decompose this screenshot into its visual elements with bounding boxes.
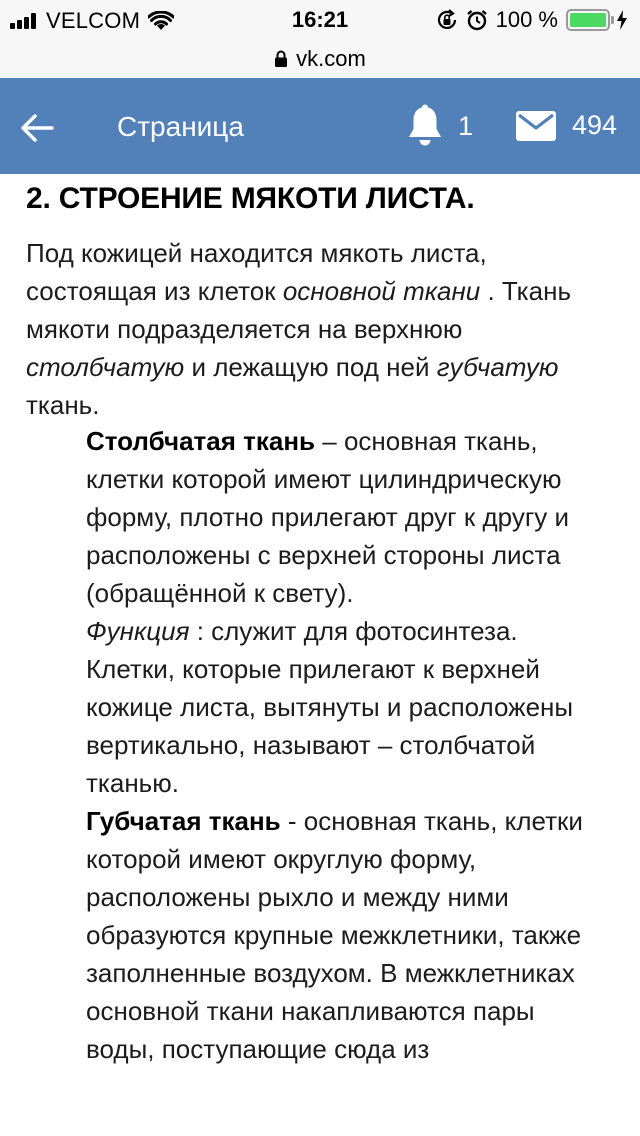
back-arrow-icon bbox=[20, 113, 54, 143]
battery-icon bbox=[566, 9, 610, 31]
intro-italic-term: столбчатую bbox=[26, 352, 185, 382]
palisade-function-paragraph bbox=[86, 612, 606, 802]
status-time: 16:21 bbox=[291, 7, 349, 32]
status-bar bbox=[0, 0, 640, 40]
envelope-icon bbox=[516, 111, 556, 141]
function-label: Функция bbox=[86, 616, 190, 646]
carrier-name: VELCOM bbox=[46, 8, 141, 33]
palisade-tissue-paragraph bbox=[86, 422, 606, 612]
url-bar[interactable] bbox=[0, 40, 640, 78]
notifications-count: 1 bbox=[458, 110, 474, 141]
palisade-term: Столбчатая ткань bbox=[86, 426, 316, 456]
section-heading: 2. СТРОЕНИЕ МЯКОТИ ЛИСТА. bbox=[26, 182, 475, 215]
intro-text: и лежащую под ней bbox=[184, 352, 437, 382]
notifications-button[interactable] bbox=[406, 104, 473, 148]
palisade-definition: – основная ткань, клетки которой имеют цилиндрическую форму, плотно прилегают друг к другу и расположены с верхней стороны листа (обращённой к свету). bbox=[86, 426, 570, 608]
intro-italic-term: губчатую bbox=[436, 352, 559, 382]
bell-icon bbox=[406, 104, 444, 148]
tissue-definitions bbox=[86, 422, 606, 1068]
charging-icon bbox=[616, 10, 628, 30]
messages-button[interactable] bbox=[516, 110, 617, 141]
lock-icon bbox=[274, 50, 288, 68]
alarm-icon bbox=[466, 9, 488, 31]
function-text: : служит для фотосинтеза. Клетки, которые прилегают к верхней кожице листа, вытянуты и расположены вертикально, называют – столбчатой тканью. bbox=[86, 616, 574, 798]
intro-text: ткань. bbox=[26, 390, 100, 420]
back-button[interactable] bbox=[20, 106, 72, 150]
intro-text: Под кожицей находится мякоть листа, состоящая из клеток bbox=[26, 238, 487, 306]
battery-percent: 100 % bbox=[495, 7, 558, 32]
app-header bbox=[0, 78, 640, 174]
article-content bbox=[0, 174, 640, 1136]
intro-paragraph bbox=[26, 234, 606, 424]
url-text[interactable]: vk.com bbox=[296, 46, 366, 71]
spongy-definition: - основная ткань, клетки которой имеют округлую форму, расположены рыхло и между ними образуются крупные межклетники, также заполненные воздухом. В межклетниках основной ткани накапливаются пары воды, поступающие сюда из bbox=[86, 806, 583, 1064]
spongy-tissue-paragraph bbox=[86, 802, 606, 1068]
intro-text: . Ткань мякоти подразделяется на верхнюю bbox=[26, 276, 571, 344]
messages-count: 494 bbox=[572, 110, 618, 140]
spongy-term: Губчатая ткань bbox=[86, 806, 281, 836]
page-title: Страница bbox=[117, 111, 244, 142]
rotation-lock-icon bbox=[436, 9, 458, 31]
intro-italic-term: основной ткани bbox=[282, 276, 481, 306]
